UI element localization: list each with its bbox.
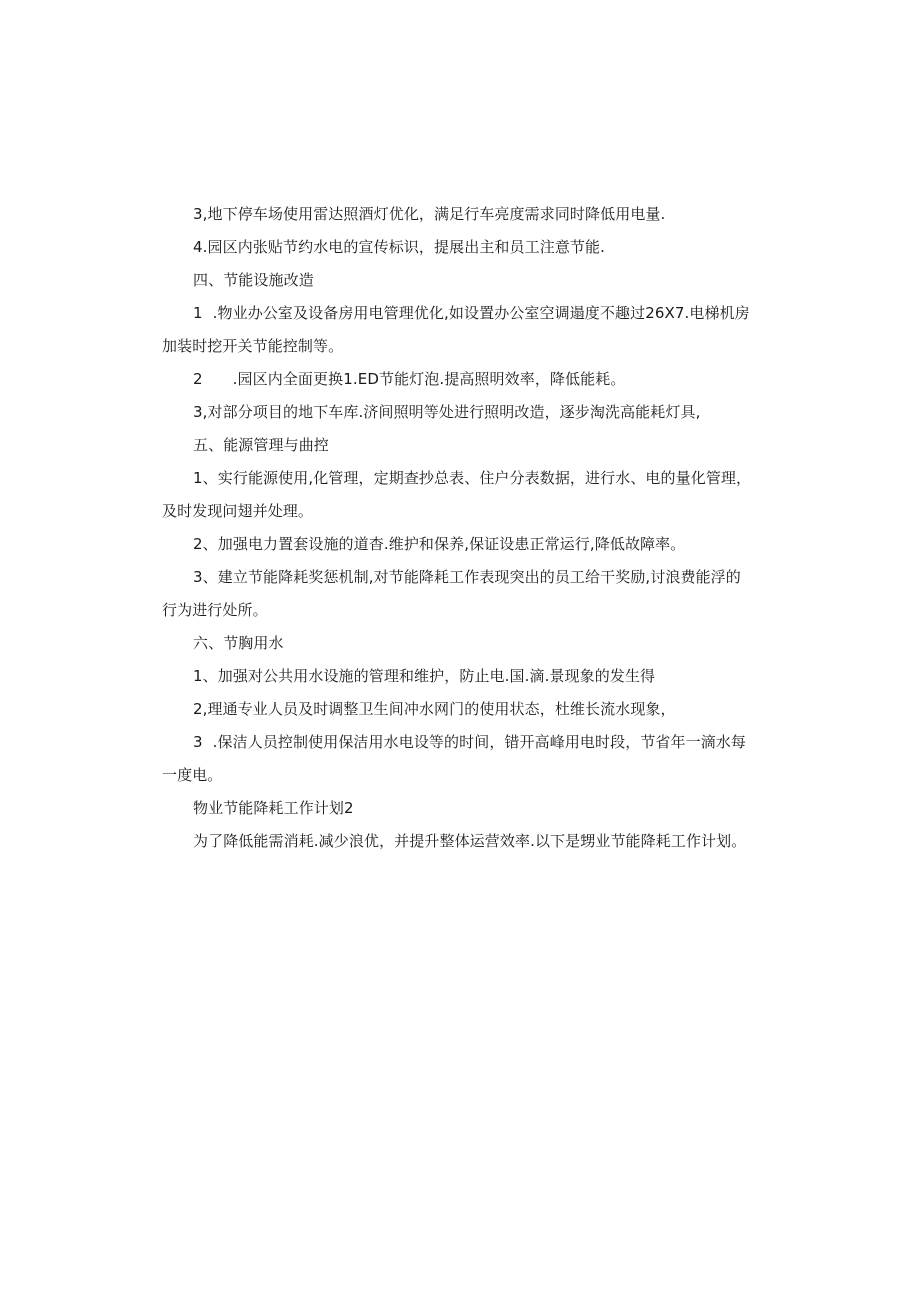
list-number: 3	[193, 733, 203, 751]
paragraph-line	[162, 726, 766, 759]
paragraph-line: 1、实行能源使用,化管理，定期查抄总表、住户分表数据，进行水、电的量化管理，	[193, 469, 752, 487]
section-heading: 五、能源管理与曲控	[193, 436, 329, 454]
paragraph-line: 4.园区内张贴节约水电的宣传标识，提展出主和员工注意节能.	[193, 238, 605, 256]
paragraph-line: 3、建立节能降耗奖惩机制,对节能降耗工作表现突出的员工给干奖励,讨浪费能浮的	[193, 568, 741, 586]
paragraph-line: 一度电。	[162, 766, 223, 784]
list-text: .物业办公室及设备房用电管理优化,如设置办公室空调遢度不趣过26X7.电梯机房	[212, 304, 750, 322]
paragraph-line: 及时发现问翅并处理。	[162, 502, 314, 520]
paragraph-line: 2、加强电力置套设施的道杳.维护和保养,保证设患正常运行,降低故障率。	[193, 535, 686, 553]
paragraph-line	[162, 363, 766, 396]
paragraph-line: 加装时挖开关节能控制等。	[162, 337, 344, 355]
section-heading: 四、节能设施改造	[193, 271, 314, 289]
paragraph-line	[162, 297, 766, 330]
paragraph-line: 行为进行处所。	[162, 601, 268, 619]
paragraph-line: 为了降低能需消耗.减少浪优，并提升整体运营效率.以下是甥业节能降耗工作计划。	[193, 832, 747, 850]
list-number: 1	[193, 304, 203, 322]
list-number: 2	[193, 370, 203, 388]
list-text: .保洁人员控制使用保洁用水电设等的时间，错开高峰用电时段，节省年一滴水每	[212, 733, 747, 751]
paragraph-line: 2,理通专业人员及时调整卫生间冲水网门的使用状态，杜维长流水现象，	[193, 700, 676, 718]
list-text: .园区内全面更换1.ED节能灯泡.提高照明效率，降低能耗。	[232, 370, 626, 388]
paragraph-line: 3,地下停车场使用雷达照酒灯优化，满足行车亮度需求同时降低用电量.	[193, 205, 666, 223]
document-title: 物业节能降耗工作计划2	[193, 799, 354, 817]
paragraph-line: 1、加强对公共用水设施的管理和维护，防止电.国.滴.景现象的发生得	[193, 667, 656, 685]
paragraph-line: 3,对部分项目的地下车库.济间照明等处进行照明改造，逐步淘洗高能耗灯具,	[193, 403, 701, 421]
document-body	[162, 198, 766, 858]
section-heading: 六、节胸用水	[193, 634, 284, 652]
